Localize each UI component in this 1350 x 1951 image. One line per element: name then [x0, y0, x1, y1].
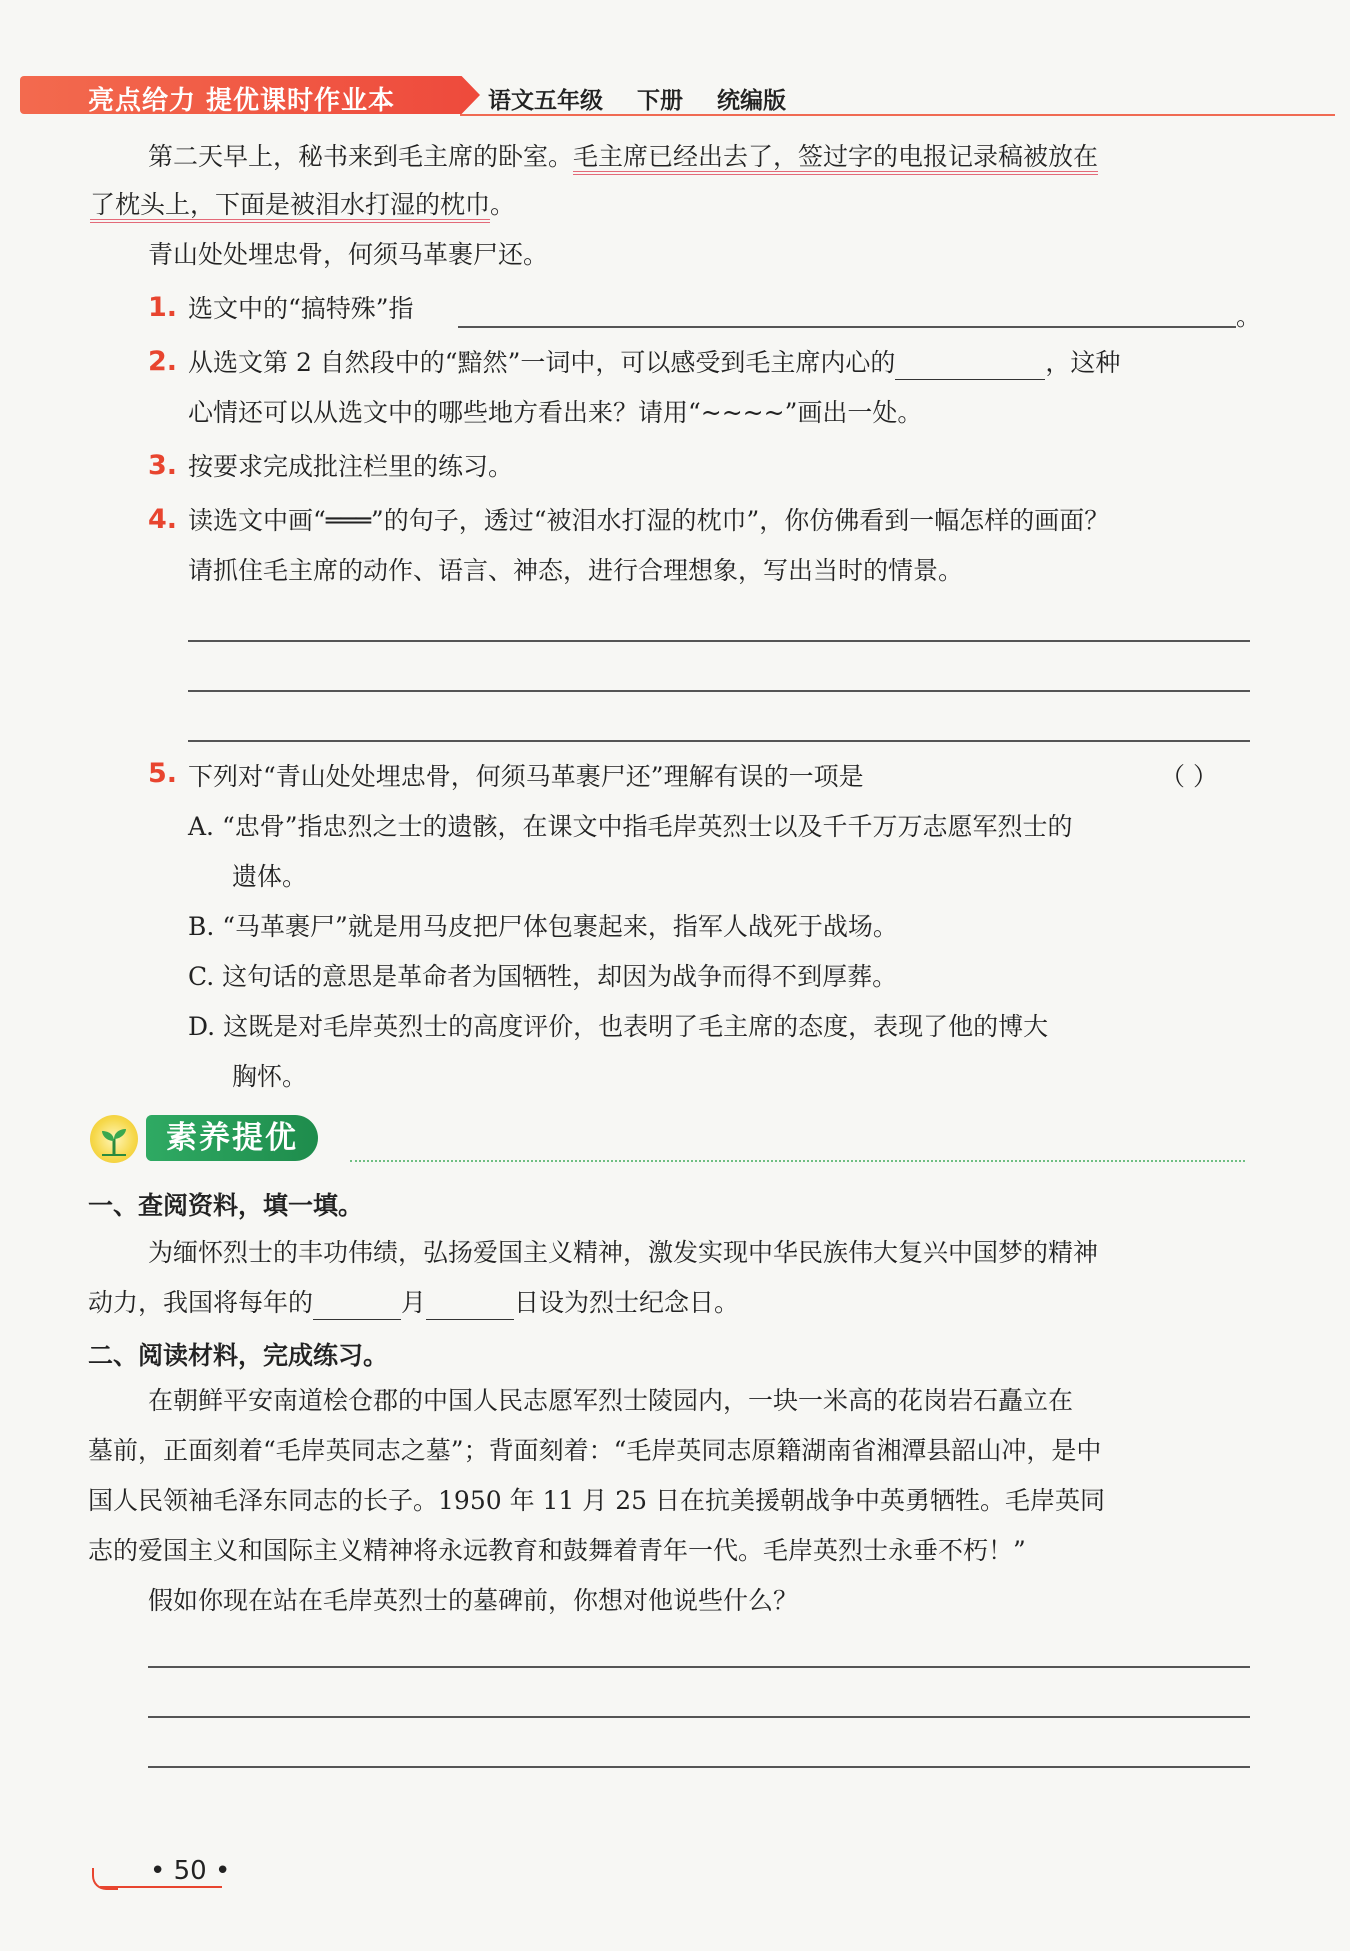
option-text: “忠骨”指忠烈之士的遗骸，在课文中指毛岸英烈士以及千千万万志愿军烈士的: [221, 812, 1073, 841]
material-line: 志的爱国主义和国际主义精神将永远教育和鼓舞着青年一代。毛岸英烈士永垂不朽！”: [88, 1536, 1026, 1565]
underlined-sentence: 毛主席已经出去了，签过字的电报记录稿被放在: [573, 142, 1098, 175]
passage-line-2: [90, 188, 515, 222]
question-5: 下列对“青山处处埋忠骨，何须马革裹尸还”理解有误的一项是: [188, 762, 864, 791]
option-a: [188, 810, 1073, 844]
answer-line[interactable]: [188, 640, 1250, 642]
option-text: 这句话的意思是革命者为国牺牲，却因为战争而得不到厚葬。: [222, 962, 898, 991]
option-label: D.: [188, 1012, 216, 1041]
part-2-heading: 二、阅读材料，完成练习。: [88, 1341, 389, 1370]
question-text: 选文中的“搞特殊”指: [188, 294, 414, 323]
option-c: [188, 960, 897, 994]
answer-blank[interactable]: [895, 355, 1045, 380]
question-2-line-2: 心情还可以从选文中的哪些地方看出来？请用“~~~~”画出一处。: [188, 398, 923, 427]
question-text: ，这种: [1045, 348, 1121, 377]
material-line: 墓前，正面刻着“毛岸英同志之墓”；背面刻着：“毛岸英同志原籍湖南省湘潭县韶山冲，是中: [88, 1436, 1102, 1465]
option-label: C.: [188, 962, 215, 991]
answer-line[interactable]: [148, 1716, 1250, 1718]
part-1-text: 日设为烈士纪念日。: [514, 1288, 740, 1317]
month-blank[interactable]: [313, 1295, 401, 1320]
underlined-sentence-cont: 了枕头上，下面是被泪水打湿的枕巾: [90, 190, 490, 223]
answer-blank[interactable]: [458, 326, 1236, 328]
part-1-line-2: [88, 1286, 739, 1320]
question-text: 从选文第 2 自然段中的“黯然”一词中，可以感受到毛主席内心的: [188, 348, 896, 377]
header-brand: 亮点给力 提优课时作业本: [88, 86, 396, 116]
option-b: [188, 910, 898, 944]
option-d: [188, 1010, 1048, 1044]
question-2-line-1: [188, 346, 1120, 380]
page-header: [20, 70, 1335, 116]
day-blank[interactable]: [426, 1295, 514, 1320]
header-volume: 下册: [637, 88, 684, 114]
answer-line[interactable]: [148, 1666, 1250, 1668]
part-1-text: 月: [401, 1288, 427, 1317]
answer-line[interactable]: [148, 1766, 1250, 1768]
material-line: 国人民领袖毛泽东同志的长子。1950 年 11 月 25 日在抗美援朝战争中英勇牺牲。毛岸英同: [88, 1486, 1105, 1515]
question-1: [188, 292, 414, 326]
question-end: 。: [1236, 302, 1262, 331]
page-number-rule: [100, 1886, 222, 1888]
option-text: “马革裹尸”就是用马皮把尸体包裹起来，指军人战死于战场。: [222, 912, 898, 941]
answer-line[interactable]: [188, 740, 1250, 742]
option-a-cont: 遗体。: [232, 862, 308, 891]
header-subject: 语文五年级: [488, 88, 603, 114]
header-info: [488, 82, 812, 115]
section-divider: [350, 1160, 1245, 1162]
question-number: 5.: [148, 758, 178, 789]
page-number: • 50 •: [150, 1856, 231, 1886]
part-1-line-1: 为缅怀烈士的丰功伟绩，弘扬爱国主义精神，激发实现中华民族伟大复兴中国梦的精神: [148, 1238, 1099, 1267]
section-banner: [90, 1113, 350, 1165]
question-4-line-1: 读选文中画“═══”的句子，透过“被泪水打湿的枕巾”，你仿佛看到一幅怎样的画面？: [188, 506, 1110, 535]
part-2-question: 假如你现在站在毛岸英烈士的墓碑前，你想对他说些什么？: [148, 1586, 799, 1615]
answer-line[interactable]: [188, 690, 1250, 692]
passage-text: 。: [490, 190, 516, 219]
question-number: 4.: [148, 504, 178, 535]
part-1-text: 动力，我国将每年的: [88, 1288, 314, 1317]
question-3: 按要求完成批注栏里的练习。: [188, 452, 514, 481]
material-line: 在朝鲜平安南道桧仓郡的中国人民志愿军烈士陵园内，一块一米高的花岗岩石矗立在: [148, 1386, 1074, 1415]
question-number: 3.: [148, 450, 178, 481]
section-title: 素养提优: [146, 1115, 318, 1161]
answer-parentheses[interactable]: （ ）: [1160, 762, 1218, 791]
option-d-cont: 胸怀。: [232, 1062, 308, 1091]
option-text: 这既是对毛岸英烈士的高度评价，也表明了毛主席的态度，表现了他的博大: [223, 1012, 1049, 1041]
question-number: 2.: [148, 346, 178, 377]
part-1-heading: 一、查阅资料，填一填。: [88, 1191, 364, 1220]
question-number: 1.: [148, 292, 178, 323]
header-edition: 统编版: [717, 88, 787, 114]
header-rule: [460, 114, 1335, 116]
question-4-line-2: 请抓住毛主席的动作、语言、神态，进行合理想象，写出当时的情景。: [188, 556, 964, 585]
passage-line-3: 青山处处埋忠骨，何须马革裹尸还。: [148, 240, 549, 269]
passage-text: 第二天早上，秘书来到毛主席的卧室。: [148, 142, 574, 171]
sprout-icon: [90, 1115, 138, 1163]
option-label: A.: [188, 812, 215, 841]
option-label: B.: [188, 912, 215, 941]
passage-line-1: [148, 140, 1098, 174]
